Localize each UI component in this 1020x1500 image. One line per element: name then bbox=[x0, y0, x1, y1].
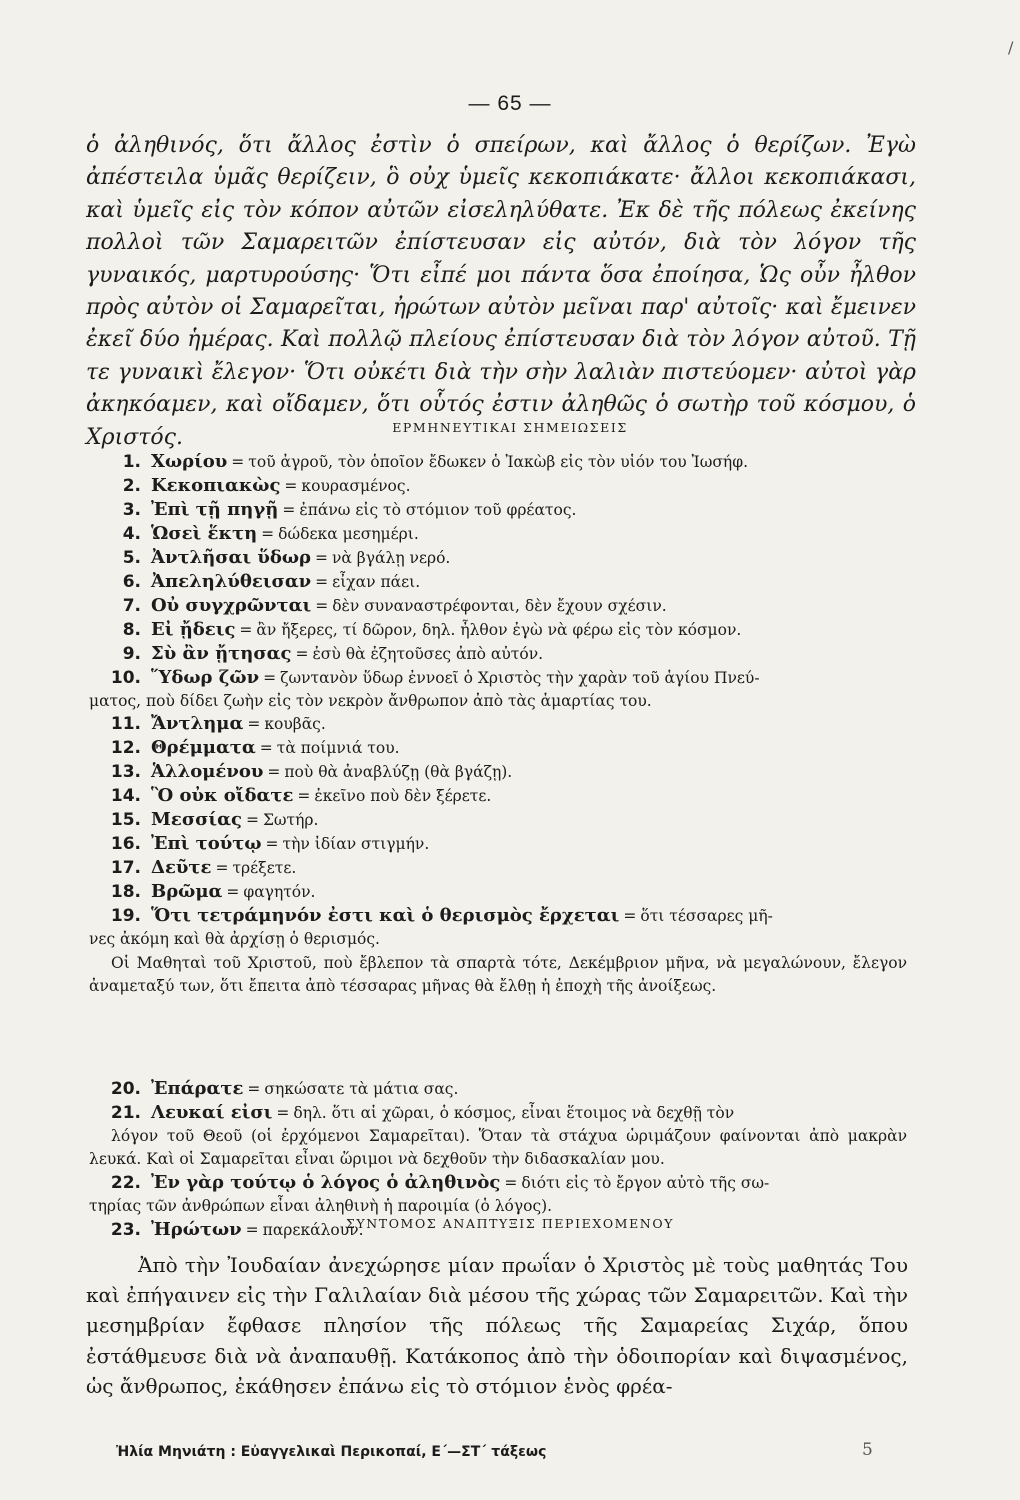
note-item bbox=[89, 475, 909, 497]
note-definition: δὲν συναναστρέφονται, δὲν ἔχουν σχέσιν. bbox=[332, 597, 667, 615]
note-number: 8. bbox=[122, 620, 141, 640]
signature-number: 5 bbox=[862, 1440, 873, 1460]
note-definition: δηλ. ὅτι αἱ χῶραι, ὁ κόσμος, εἶναι ἕτοιμος νὰ δεχθῇ τὸν bbox=[293, 1104, 735, 1122]
note-number: 5. bbox=[122, 548, 141, 568]
note-number: 18. bbox=[110, 882, 141, 902]
equals-sign: = bbox=[263, 669, 277, 687]
note-term: Ἐπὶ τούτῳ bbox=[151, 833, 262, 854]
note-term: Σὺ ἂν ᾔτησας bbox=[151, 643, 292, 664]
note-term: Ἀντλῆσαι ὕδωρ bbox=[151, 547, 311, 568]
note-term: Ἐν γὰρ τούτῳ ὁ λόγος ὁ ἀληθινὸς bbox=[151, 1172, 501, 1193]
note-item bbox=[89, 737, 909, 759]
note-item bbox=[89, 881, 909, 903]
note-term: Ἄντλημα bbox=[151, 713, 244, 734]
note-term: Εἰ ᾔδεις bbox=[151, 619, 236, 640]
note-item bbox=[89, 857, 909, 879]
equals-sign: = bbox=[231, 453, 245, 471]
note-definition: τρέξετε. bbox=[232, 859, 297, 877]
note-item bbox=[89, 595, 909, 617]
note-definition: ἂν ἤξερες, τί δῶρον, δηλ. ἦλθον ἐγὼ νὰ φέρω εἰς τὸν κόσμον. bbox=[256, 621, 742, 639]
note-term: Θρέμματα bbox=[151, 737, 256, 758]
note-definition: δώδεκα μεσημέρι. bbox=[278, 525, 419, 543]
note-term: Μεσσίας bbox=[151, 809, 242, 830]
note-definition: ἐσὺ θὰ ἐζητοῦσες ἀπὸ αὐτόν. bbox=[312, 645, 544, 663]
equals-sign: = bbox=[239, 621, 253, 639]
note-number: 16. bbox=[110, 834, 141, 854]
note-number: 3. bbox=[122, 500, 141, 520]
note-number: 2. bbox=[122, 476, 141, 496]
note-continuation: λόγον τοῦ Θεοῦ (οἱ ἐρχόμενοι Σαμαρεῖται). Ὅταν τὰ στάχυα ὡριμάζουν φαίνονται ἀπὸ μακρὰν λευκά. Καὶ οἱ Σαμαρεῖται εἶναι ὥριμοι νὰ δεχθοῦν τὴν διδασκαλίαν μου. bbox=[89, 1127, 907, 1168]
note-term: Λευκαί εἰσι bbox=[151, 1102, 273, 1123]
equals-sign: = bbox=[295, 645, 309, 663]
note-definition: ζωντανὸν ὕδωρ ἐννοεῖ ὁ Χριστὸς τὴν χαρὰν τοῦ ἁγίου Πνεύ- bbox=[280, 669, 760, 687]
note-definition: ὅτι τέσσαρες μῆ- bbox=[640, 907, 773, 925]
note-term: Ἀπεληλύθεισαν bbox=[151, 571, 312, 592]
equals-sign: = bbox=[245, 1221, 259, 1239]
equals-sign: = bbox=[267, 763, 281, 781]
note-number: 10. bbox=[110, 668, 141, 688]
equals-sign: = bbox=[297, 787, 311, 805]
note-term: Ὃ οὐκ οἴδατε bbox=[151, 785, 294, 806]
equals-sign: = bbox=[314, 549, 328, 567]
note-item bbox=[89, 713, 909, 735]
equals-sign: = bbox=[215, 859, 229, 877]
note-definition: παρεκάλουν. bbox=[262, 1221, 364, 1239]
note-number: 9. bbox=[122, 644, 141, 664]
equals-sign: = bbox=[284, 477, 298, 495]
summary-heading: ΣΥΝΤΟΜΟΣ ΑΝΑΠΤΥΞΙΣ ΠΕΡΙΕΧΟΜΕΝΟΥ bbox=[345, 1216, 675, 1231]
note-item bbox=[89, 451, 909, 473]
equals-sign: = bbox=[261, 525, 275, 543]
note-number: 12. bbox=[110, 738, 141, 758]
note-definition: ἐπάνω εἰς τὸ στόμιον τοῦ φρέατος. bbox=[299, 501, 577, 519]
note-item bbox=[89, 499, 909, 521]
note-term: Ἐπάρατε bbox=[151, 1078, 244, 1099]
note-item bbox=[89, 1102, 909, 1124]
note-number: 21. bbox=[110, 1103, 141, 1123]
note-item bbox=[89, 547, 909, 569]
page-number: — 65 — bbox=[468, 92, 552, 115]
note-definition: κουβᾶς. bbox=[264, 715, 326, 733]
note-number: 20. bbox=[110, 1079, 141, 1099]
note-term: Βρῶμα bbox=[151, 881, 223, 902]
note-definition: διότι εἰς τὸ ἔργον αὐτὸ τῆς σω- bbox=[521, 1174, 770, 1192]
note-number: 13. bbox=[110, 762, 141, 782]
equals-sign: = bbox=[282, 501, 296, 519]
note-continuation: νες ἀκόμη καὶ θὰ ἀρχίσῃ ὁ θερισμός. bbox=[89, 930, 380, 948]
note-number: 7. bbox=[122, 596, 141, 616]
note-item bbox=[89, 1172, 909, 1194]
note-number: 23. bbox=[110, 1220, 141, 1240]
note-item bbox=[89, 833, 909, 855]
note-term: Ἐπὶ τῇ πηγῇ bbox=[151, 499, 279, 520]
note-term: Ἁλλομένου bbox=[151, 761, 264, 782]
note-number: 22. bbox=[110, 1173, 141, 1193]
intro-text: ὁ ἀληθινός, ὅτι ἄλλος ἐστὶν ὁ σπείρων, καὶ ἄλλος ὁ θερίζων. Ἐγὼ ἀπέστειλα ὑμᾶς θερίζειν, ὃ οὐχ ὑμεῖς κεκοπιάκατε· ἄλλοι κεκοπιάκασι, καὶ ὑμεῖς εἰς τὸν κόπον αὐτῶν εἰσεληλύθατε. Ἐκ δὲ τῆς πόλεως ἐκείνης πολλοὶ τῶν Σαμαρειτῶν ἐπίστευσαν εἰς αὐτόν, διὰ τὸν λόγον τῆς γυναικός, μαρτυρούσης· Ὅτι εἶπέ μοι πάντα ὅσα ἐποίησα, Ὡς οὖν ἦλθον πρὸς αὐτὸν οἱ Σαμαρεῖται, ἠρώτων αὐτὸν μεῖναι παρ' αὐτοῖς· καὶ ἔμεινεν ἐκεῖ δύο ἡμέρας. Καὶ πολλῷ πλείους ἐπίστευσαν διὰ τὸν λόγον αὐτοῦ. Τῇ τε γυναικὶ ἔλεγον· Ὅτι οὐκέτι διὰ τὴν σὴν λαλιὰν πιστεύομεν· αὐτοὶ γὰρ ἀκηκόαμεν, καὶ οἴδαμεν, ὅτι οὗτός ἐστιν ἀληθῶς ὁ σωτὴρ τοῦ κόσμου, ὁ Χριστός. bbox=[86, 133, 916, 450]
note-term: Οὐ συγχρῶνται bbox=[151, 595, 312, 616]
equals-sign: = bbox=[265, 835, 279, 853]
note-term: Ὕδωρ ζῶν bbox=[151, 667, 260, 688]
note-definition: ἐκεῖνο ποὺ δὲν ξέρετε. bbox=[314, 787, 492, 805]
note-term: Χωρίου bbox=[151, 451, 228, 472]
notes-heading: ΕΡΜΗΝΕΥΤΙΚΑΙ ΣΗΜΕΙΩΣΕΙΣ bbox=[392, 420, 628, 435]
equals-sign: = bbox=[315, 573, 329, 591]
note-definition: τὴν ἰδίαν στιγμήν. bbox=[282, 835, 430, 853]
note-item bbox=[89, 761, 909, 783]
equals-sign: = bbox=[504, 1174, 518, 1192]
note-number: 11. bbox=[110, 714, 141, 734]
note-number: 17. bbox=[110, 858, 141, 878]
note-number: 1. bbox=[122, 452, 141, 472]
note-definition: εἶχαν πάει. bbox=[332, 573, 421, 591]
equals-sign: = bbox=[315, 597, 329, 615]
note-item bbox=[89, 809, 909, 831]
note-definition: σηκώσατε τὰ μάτια σας. bbox=[264, 1080, 459, 1098]
note-definition: Σωτήρ. bbox=[262, 811, 319, 829]
note-number: 4. bbox=[122, 524, 141, 544]
note-continuation: τηρίας τῶν ἀνθρώπων εἶναι ἀληθινὴ ἡ παροιμία (ὁ λόγος). bbox=[89, 1197, 553, 1215]
note-item bbox=[89, 523, 909, 545]
footer-title: Ἠλία Μηνιάτη : Εὐαγγελικαὶ Περικοπαί, Ε΄—ΣΤ΄ τάξεως bbox=[116, 1444, 547, 1460]
note-item bbox=[89, 1078, 909, 1100]
equals-sign: = bbox=[247, 1080, 261, 1098]
note-term: Ἠρώτων bbox=[151, 1219, 242, 1240]
equals-sign: = bbox=[245, 811, 259, 829]
note-number: 6. bbox=[122, 572, 141, 592]
note-term: Ὅτι τετράμηνόν ἐστι καὶ ὁ θερισμὸς ἔρχεται bbox=[151, 905, 620, 926]
note-item bbox=[89, 643, 909, 665]
note-term: Κεκοπιακὼς bbox=[151, 475, 281, 496]
note-item bbox=[89, 667, 909, 689]
note-item bbox=[89, 785, 909, 807]
note-item bbox=[89, 905, 909, 927]
note-definition: ποὺ θὰ ἀναβλύζῃ (θὰ βγάζῃ). bbox=[284, 763, 513, 781]
note-definition: φαγητόν. bbox=[243, 883, 316, 901]
note-item bbox=[89, 571, 909, 593]
note-term: Ὡσεὶ ἕκτη bbox=[151, 523, 258, 544]
note-number: 14. bbox=[110, 786, 141, 806]
note-definition: τὰ ποίμνιά του. bbox=[276, 739, 400, 757]
note-continuation: Οἱ Μαθηταὶ τοῦ Χριστοῦ, ποὺ ἔβλεπον τὰ σπαρτὰ τότε, Δεκέμβριον μῆνα, νὰ μεγαλώνουν, ἔλεγον ἀναμεταξύ των, ὅτι ἔπειτα ἀπὸ τέσσαρας μῆνας θὰ ἔλθῃ ἡ ἐποχὴ τῆς ἀνοίξεως. bbox=[89, 954, 907, 995]
note-term: Δεῦτε bbox=[151, 857, 212, 878]
summary-text: Ἀπὸ τὴν Ἰουδαίαν ἀνεχώρησε μίαν πρωΐαν ὁ Χριστὸς μὲ τοὺς μαθητάς Του καὶ ἐπήγαινεν εἰς τὴν Γαλιλαίαν διὰ μέσου τῆς χώρας τῶν Σαμαρειτῶν. Καὶ τὴν μεσημβρίαν ἔφθασε πλησίον τῆς πόλεως τῆς Σαμαρείας Σιχάρ, ὅπου ἐστάθμευσε διὰ νὰ ἀναπαυθῇ. Κατάκοπος ἀπὸ τὴν ὁδοιπορίαν καὶ διψασμένος, ὡς ἄνθρωπος, ἐκάθησεν ἐπάνω εἰς τὸ στόμιον ἑνὸς φρέα- bbox=[86, 1253, 908, 1398]
equals-sign: = bbox=[226, 883, 240, 901]
note-definition: τοῦ ἀγροῦ, τὸν ὁποῖον ἔδωκεν ὁ Ἰακὼβ εἰς τὸν υἱόν του Ἰωσήφ. bbox=[248, 453, 748, 471]
corner-mark: / bbox=[1008, 38, 1014, 57]
equals-sign: = bbox=[623, 907, 637, 925]
note-continuation: ματος, ποὺ δίδει ζωὴν εἰς τὸν νεκρὸν ἄνθρωπον ἀπὸ τὰς ἁμαρτίας του. bbox=[89, 692, 652, 710]
equals-sign: = bbox=[259, 739, 273, 757]
note-definition: κουρασμένος. bbox=[301, 477, 411, 495]
note-number: 15. bbox=[110, 810, 141, 830]
note-item bbox=[89, 619, 909, 641]
equals-sign: = bbox=[276, 1104, 290, 1122]
note-definition: νὰ βγάλῃ νερό. bbox=[331, 549, 451, 567]
note-number: 19. bbox=[110, 906, 141, 926]
equals-sign: = bbox=[247, 715, 261, 733]
